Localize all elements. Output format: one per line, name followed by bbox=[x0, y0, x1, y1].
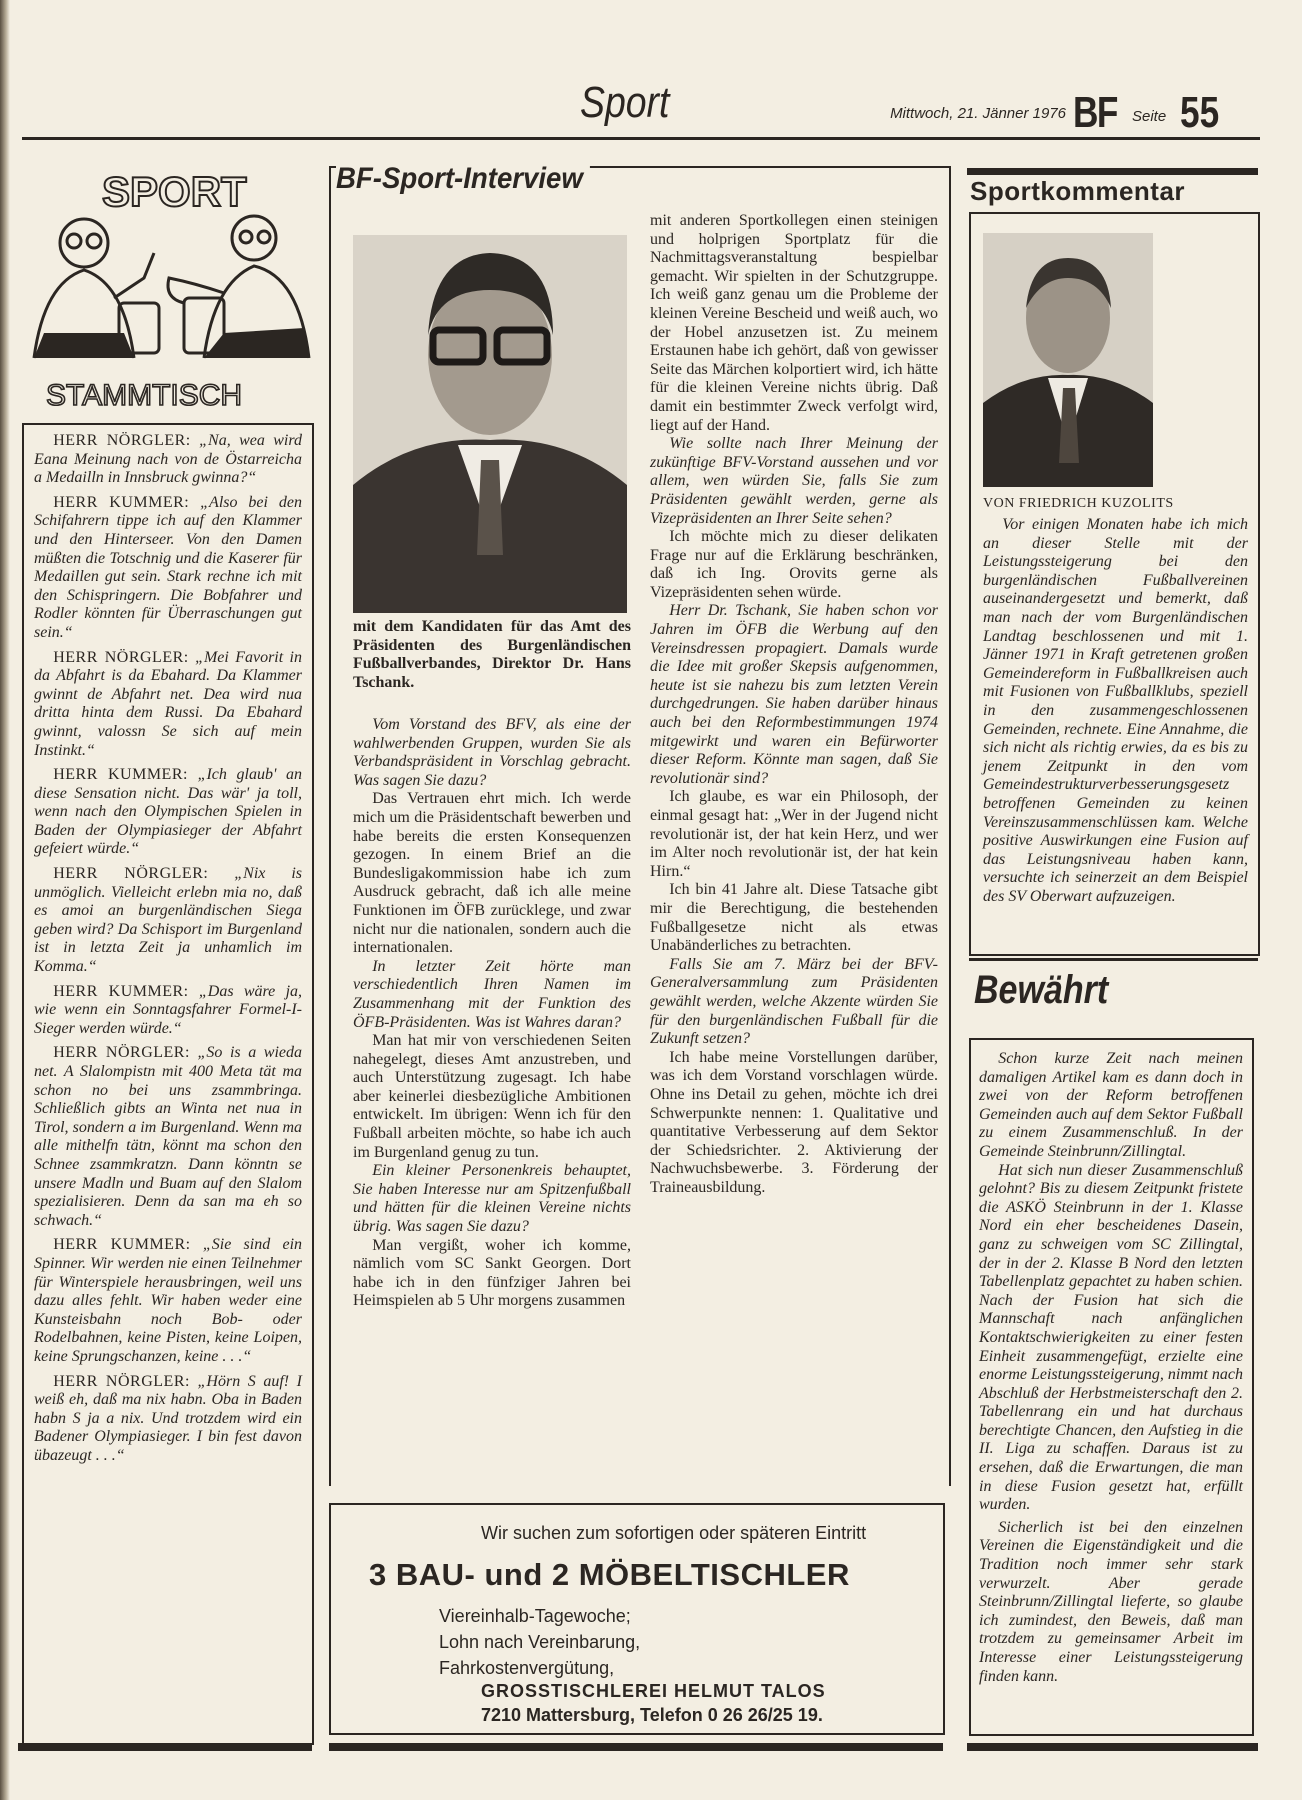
question: Herr Dr. Tschank, Sie haben schon vor Jahren im ÖFB die Werbung auf den Vereinsdressen propagiert. Damals wurde die Idee mit großer Skepsis aufgenommen, heute ist sie nahezu bis zum letzten Verein durchgedrungen. Sie haben darüber hinaus auch bei den Reformbestimmungen 1974 mitgewirkt und waren ein Befürworter dieser Reform. Könnte man sagen, daß Sie revolutionär sind? bbox=[650, 602, 938, 787]
interview-column-1 bbox=[353, 716, 631, 1311]
quote: „Hörn S auf! I weiß eh, daß ma nix habn. Oba in Baden habn S ja a nix. Und trotzdem wird ein Badener Olympiasieger. I bin fest davon übazeugt . . .“ bbox=[34, 1372, 303, 1464]
newspaper-logo: BF bbox=[1073, 88, 1117, 137]
question: Wie sollte nach Ihrer Meinung der zukünftige BFV-Vorstand aussehen und vor allem, wen würden Sie, falls Sie zum Präsidenten gewählt werden, gerne als Vizepräsidenten an Ihrer Seite sehen? bbox=[650, 435, 938, 527]
speaker: HERR KUMMER: bbox=[53, 766, 188, 784]
bewaehrt-paragraph: Hat sich nun dieser Zusammenschluß gelohnt? Bis zu diesem Zeitpunkt fristete die ASKÖ Steinbrunn in der 1. Klasse Nord ein eher bescheidenes Dasein, ganz zu schweigen vom SC Zillingtal, der in der 2. Klasse B Nord den letzten Tabellenplatz gepachtet zu haben schien. Nach der Fusion hat sich die Mannschaft nach anfänglichen Kontaktschwierigkeiten zu einer festen Einheit zusammengefügt, erzielte eine enorme Leistungssteigerung, nimmt nach Abschluß der Herbstmeisterschaft den 2. Tabellenrang ein und hat durchaus berechtigte Chancen, den Aufstieg in die II. Liga zu schaffen. Daraus ist zu ersehen, daß die Erwartungen, die man in diese Fusion gesetzt hat, erfüllt wurden. bbox=[979, 1161, 1243, 1514]
ad-detail: Viereinhalb-Tagewoche; bbox=[439, 1606, 631, 1626]
speaker: HERR KUMMER: bbox=[53, 982, 189, 1000]
bewaehrt-title: Bewährt bbox=[974, 968, 1109, 1012]
portrait-icon bbox=[983, 233, 1153, 487]
bottom-bar-left bbox=[18, 1743, 312, 1751]
quote: „Sie sind ein Spinner. Wir werden nie einen Teilnehmer für Winterspiele herausbringen, weil uns dazu alles fehlt. Wir haben weder eine Kunsteisbahn noch Bob- oder Rodelbahnen, keine Pisten, keine Loipen, keine Sprungschanzen, keine . . .“ bbox=[34, 1236, 303, 1365]
ad-detail: Fahrkostenvergütung, bbox=[439, 1658, 615, 1678]
answer: mit anderen Sportkollegen einen steinigen und holprigen Sportplatz für die Nachmittagsveranstaltung bespielbar gemacht. Wir spielten in der Schutzgruppe. Ich weiß ganz genau um die Probleme der kleinen Vereine Bescheid und weiß auch, wo der Hobel anzusetzen ist. Zu meinem Erstaunen habe ich gehört, daß von gewisser Seite das Märchen kolportiert wird, ich hätte für die kleinen Vereine nichts übrig. Daß damit ein bestimmter Zweck verfolgt wird, liegt auf der Hand. bbox=[650, 212, 938, 434]
dialogue-paragraph bbox=[34, 766, 302, 859]
dialogue-paragraph bbox=[34, 494, 302, 643]
quote: „Ich glaub' an diese Sensation nicht. Das wär' ja toll, wenn nach den Olympischen Spielen in Baden der Olympiasieger der Abfahrt gefeiert würde.“ bbox=[34, 766, 302, 858]
ad-detail: Lohn nach Vereinbarung, bbox=[439, 1632, 641, 1652]
section-title: Sport bbox=[580, 78, 670, 127]
kommentar-title: Sportkommentar bbox=[970, 176, 1186, 206]
kommentar-text bbox=[983, 516, 1248, 906]
cartoon-drawing-icon bbox=[24, 158, 316, 413]
ad-company: GROSSTISCHLEREI HELMUT TALOS bbox=[481, 1681, 826, 1701]
speaker: HERR NÖRGLER: bbox=[53, 648, 189, 666]
issue-date: Mittwoch, 21. Jänner 1976 bbox=[890, 105, 1066, 122]
answer: Man hat mir von verschiedenen Seiten nahegelegt, dieses Amt anzustreben, und auch Unterstützung zugesagt. Ich habe aber keinerlei diesbezügliche Ambitionen entwickelt. Im übrigen: Wenn ich für den Fußball arbeiten möchte, so habe ich auch im Burgenland genug zu tun. bbox=[353, 1032, 631, 1161]
kommentar-author: VON FRIEDRICH KUZOLITS bbox=[983, 496, 1174, 511]
dialogue-paragraph bbox=[34, 1044, 302, 1230]
page-binding-edge bbox=[0, 0, 10, 1800]
dialogue-paragraph bbox=[34, 432, 302, 488]
cartoon-logo-top: SPORT bbox=[102, 168, 247, 215]
ad-address: 7210 Mattersburg, Telefon 0 26 26/25 19. bbox=[481, 1705, 823, 1725]
page-number: 55 bbox=[1180, 88, 1220, 137]
portrait-photo-kuzolits bbox=[983, 233, 1153, 487]
quote: „Na, wea wird Eana Meinung nach von de Östarreicha a Medailln in Innsbruck gwinna?“ bbox=[34, 432, 303, 487]
speaker: HERR NÖRGLER: bbox=[53, 865, 209, 883]
ad-intro: Wir suchen zum sofortigen oder späteren Eintritt bbox=[481, 1523, 867, 1543]
page-label: Seite bbox=[1132, 108, 1167, 125]
quote: „Nix is unmöglich. Vielleicht erlebn mia no, daß es amoi an burgenländischen Siega geben wird? Da Schisport im Burgenland ist in letzta Zeit ja unhamlich im Komma.“ bbox=[34, 865, 303, 976]
interview-title: BF-Sport-Interview bbox=[336, 162, 590, 196]
dialogue-paragraph bbox=[34, 983, 302, 1039]
dialogue-paragraph bbox=[34, 1236, 302, 1366]
answer: Ich glaube, es war ein Philosoph, der einmal gesagt hat: „Wer in der Jugend nicht revolutionär ist, der hat kein Herz, und wer im Alter noch revolutionär ist, der hat kein Hirn.“ bbox=[650, 788, 938, 880]
header-rule bbox=[22, 137, 1260, 140]
answer: Das Vertrauen ehrt mich. Ich werde mich um die Präsidentschaft bewerben und habe bereits die ersten Konsequenzen gezogen. In einem Brief an die Bundesligakommission habe ich zum Ausdruck gebracht, daß ich alle meine Funktionen im ÖFB zurücklege, und zwar nicht nur die nationalen, sondern auch die internationalen. bbox=[353, 790, 631, 957]
bottom-bar-middle bbox=[329, 1743, 943, 1751]
speaker: HERR NÖRGLER: bbox=[53, 432, 191, 449]
speaker: HERR NÖRGLER: bbox=[53, 1372, 190, 1390]
quote: „Mei Favorit in da Abfahrt is da Ebahard. Da Klammer gwinnt de Abfahrt net. Dea wird nua dritta hinta dem Russi. Da Ebahard gwinnt, valossn Se sich auf mein Instinkt.“ bbox=[34, 648, 302, 759]
cartoon-logo-bottom: STAMMTISCH bbox=[46, 379, 243, 412]
bottom-bar-right bbox=[967, 1743, 1258, 1751]
interview-column-2 bbox=[650, 212, 938, 1197]
quote: „Das wäre ja, wie wenn ein Sonntagsfahrer Formel-I-Sieger werden würde.“ bbox=[34, 982, 303, 1037]
stammtisch-cartoon bbox=[24, 158, 316, 413]
dialogue-paragraph bbox=[34, 865, 302, 977]
question: Vom Vorstand des BFV, als eine der wahlwerbenden Gruppen, wurden Sie als Verbandspräsident in Vorschlag gebracht. Was sagen Sie dazu? bbox=[353, 716, 631, 789]
job-advertisement bbox=[329, 1503, 945, 1735]
bewaehrt-paragraph: Sicherlich ist bei den einzelnen Vereinen die Eigenständigkeit und die Tradition noch immer sehr stark verwurzelt. Aber gerade Steinbrunn/Zillingtal lieferte, so glaube ich zumindest, den Beweis, daß man trotzdem zu gemeinsamer Arbeit im Interesse einer Leistungssteigerung finden kann. bbox=[979, 1518, 1243, 1685]
ad-headline: 3 BAU- und 2 MÖBELTISCHLER bbox=[369, 1557, 850, 1592]
speaker: HERR NÖRGLER: bbox=[53, 1044, 190, 1062]
dialogue-paragraph bbox=[34, 649, 302, 761]
answer: Ich möchte mich zu dieser delikaten Frage nur auf die Erklärung beschränken, daß ich Ing. Orovits gerne als Vizepräsidenten sehen würde. bbox=[650, 528, 938, 601]
question: Ein kleiner Personenkreis behauptet, Sie haben Interesse nur am Spitzenfußball und hätten für die kleinen Vereine nichts übrig. Was sagen Sie dazu? bbox=[353, 1162, 631, 1236]
question: Falls Sie am 7. März bei der BFV-Generalversammlung zum Präsidenten gewählt werden, welche Akzente würden Sie für den burgenländischen Fußball für die Zukunft setzen? bbox=[650, 955, 938, 1048]
answer: Man vergißt, woher ich komme, nämlich vom SC Sankt Georgen. Dort habe ich in den fünfziger Jahren bei Heimspielen ab 5 Uhr morgens zusammen bbox=[353, 1236, 631, 1310]
kommentar-paragraph: Vor einigen Monaten habe ich mich an dieser Stelle mit der Leistungssteigerung bei den burgenländischen Fußballvereinen auseinandergesetzt und bemerkt, daß man nach der vom Burgenländischen Landtag beschlossenen und mit 1. Jänner 1971 in Kraft getretenen großen Gemeindereform in Fußballkreisen auch mit Fusionen von Fußballklubs, speziell in den zusammengeschlossenen Gemeinden, rechnete. Eine Annahme, die sich nicht als richtig erwies, da es bis zu jenem Zeitpunkt in den vom Gemeindestrukturverbesserungsgesetz betroffenen Gemeinden zu keinen Vereinszusammenschlüssen kam. Welche positive Auswirkungen eine Fusion auf das Leistungsniveau haben kann, versuchte ich seinerzeit an dem Beispiel des SV Oberwart aufzuzeigen. bbox=[983, 516, 1248, 905]
portrait-photo-tschank bbox=[353, 235, 627, 613]
portrait-icon bbox=[353, 235, 627, 613]
kommentar-bar bbox=[967, 168, 1258, 175]
stammtisch-dialogue bbox=[34, 432, 302, 1471]
speaker: HERR KUMMER: bbox=[53, 1236, 191, 1254]
quote: „Also bei den Schifahrern tippe ich auf den Klammer und den Hinterseer. Von den Damen müßten die Totschnig und die Kaserer für Medaillen gut sein. Stark rechne ich mit den Schispringern. Die Bobfahrer und Rodler könnten für Überraschungen gut sein.“ bbox=[34, 493, 302, 641]
answer: Ich habe meine Vorstellungen darüber, was ich dem Vorstand vorschlagen würde. Ohne ins Detail zu gehen, möchte ich drei Schwerpunkte nennen: 1. Qualitative und quantitative Verbesserung auf dem Sektor der Schiedsrichter. 2. Aktivierung der Nachwuchsbewerbe. 3. Förderung der Traineausbildung. bbox=[650, 1048, 938, 1196]
answer: Ich bin 41 Jahre alt. Diese Tatsache gibt mir die Berechtigung, die bestehenden Fußballgesetze nicht als etwas Unabänderliches zu betrachten. bbox=[650, 881, 938, 955]
ad-details bbox=[439, 1603, 640, 1681]
section-rule bbox=[969, 958, 1258, 961]
quote: „So is a wieda net. A Slalompistn mit 400 Meta tät ma schon no bei uns zsammbringa. Schließlich gibts an Winta net nua in Tirol, sondern a im Burgenland. Wenn ma alle mithelfn tätn, könnt ma schon den Schnee zsammkratzn. Dann könntn se unsere Madln und Buam auf den Slalom spezialisieren. Denn da san ma eh so schwach.“ bbox=[34, 1044, 303, 1229]
bewaehrt-paragraph: Schon kurze Zeit nach meinen damaligen Artikel kam es dann doch in zwei von der Reform betroffenen Gemeinden auch auf dem Sektor Fußball zu einem Zusammenschluß. In der Gemeinde Steinbrunn/Zillingtal. bbox=[979, 1050, 1243, 1160]
interview-caption: mit dem Kandidaten für das Amt des Präsidenten des Burgenländischen Fußballverbandes, Direktor Dr. Hans Tschank. bbox=[353, 618, 631, 691]
speaker: HERR KUMMER: bbox=[53, 493, 190, 511]
question: In letzter Zeit hörte man verschiedentlich Ihren Namen im Zusammenhang mit der Funktion des ÖFB-Präsidenten. Was ist Wahres daran? bbox=[353, 957, 631, 1031]
bewaehrt-text bbox=[979, 1050, 1243, 1686]
dialogue-paragraph bbox=[34, 1373, 302, 1466]
